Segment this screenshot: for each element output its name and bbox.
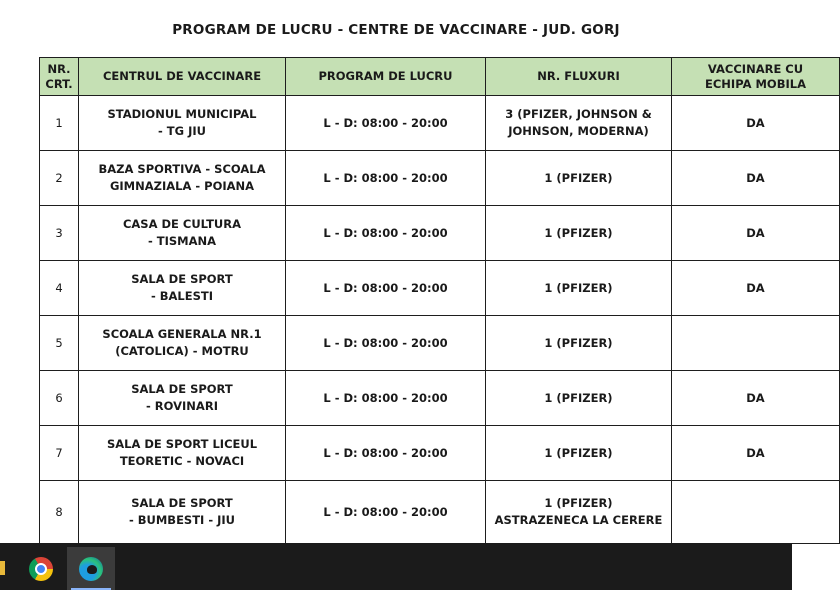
cell-program: L - D: 08:00 - 20:00 [286, 206, 486, 261]
cell-centru: SALA DE SPORT - ROVINARI [79, 371, 286, 426]
cell-program: L - D: 08:00 - 20:00 [286, 151, 486, 206]
vaccination-schedule-table [39, 57, 840, 544]
table-header-row [40, 58, 840, 96]
header-centru: CENTRUL DE VACCINARE [79, 58, 286, 96]
cell-centru: CASA DE CULTURA - TISMANA [79, 206, 286, 261]
header-nr: NR. CRT. [40, 58, 79, 96]
table-row [40, 371, 840, 426]
cell-nr: 7 [40, 426, 79, 481]
cell-program: L - D: 08:00 - 20:00 [286, 371, 486, 426]
cell-fluxuri: 1 (PFIZER) ASTRAZENECA LA CERERE [486, 481, 672, 544]
cell-mobila [672, 481, 840, 544]
cell-mobila: DA [672, 261, 840, 316]
cell-program: L - D: 08:00 - 20:00 [286, 96, 486, 151]
cell-fluxuri: 1 (PFIZER) [486, 426, 672, 481]
cell-program: L - D: 08:00 - 20:00 [286, 481, 486, 544]
cell-fluxuri: 1 (PFIZER) [486, 316, 672, 371]
header-program: PROGRAM DE LUCRU [286, 58, 486, 96]
taskbar [0, 543, 792, 590]
table-row [40, 96, 840, 151]
chrome-icon [29, 557, 53, 581]
cell-fluxuri: 3 (PFIZER, JOHNSON & JOHNSON, MODERNA) [486, 96, 672, 151]
cell-fluxuri: 1 (PFIZER) [486, 371, 672, 426]
header-fluxuri: NR. FLUXURI [486, 58, 672, 96]
table-row [40, 316, 840, 371]
table-row [40, 261, 840, 316]
document-title: PROGRAM DE LUCRU - CENTRE DE VACCINARE - JUD. GORJ [172, 22, 620, 38]
cell-nr: 5 [40, 316, 79, 371]
cell-centru: BAZA SPORTIVA - SCOALA GIMNAZIALA - POIANA [79, 151, 286, 206]
cell-mobila: DA [672, 371, 840, 426]
cell-mobila: DA [672, 206, 840, 261]
cell-fluxuri: 1 (PFIZER) [486, 151, 672, 206]
edge-icon [79, 557, 103, 581]
cell-nr: 8 [40, 481, 79, 544]
cell-program: L - D: 08:00 - 20:00 [286, 261, 486, 316]
table-row [40, 151, 840, 206]
cell-mobila [672, 316, 840, 371]
table-row [40, 426, 840, 481]
taskbar-edge-button[interactable] [67, 547, 115, 590]
taskbar-edge-icon[interactable] [0, 561, 5, 575]
cell-nr: 1 [40, 96, 79, 151]
cell-nr: 4 [40, 261, 79, 316]
cell-centru: SALA DE SPORT - BUMBESTI - JIU [79, 481, 286, 544]
cell-mobila: DA [672, 151, 840, 206]
cell-fluxuri: 1 (PFIZER) [486, 206, 672, 261]
cell-centru: SCOALA GENERALA NR.1 (CATOLICA) - MOTRU [79, 316, 286, 371]
table-row [40, 481, 840, 544]
cell-program: L - D: 08:00 - 20:00 [286, 426, 486, 481]
header-mobila: VACCINARE CU ECHIPA MOBILA [672, 58, 840, 96]
cell-nr: 2 [40, 151, 79, 206]
cell-centru: STADIONUL MUNICIPAL - TG JIU [79, 96, 286, 151]
cell-centru: SALA DE SPORT LICEUL TEORETIC - NOVACI [79, 426, 286, 481]
cell-mobila: DA [672, 426, 840, 481]
taskbar-chrome-button[interactable] [17, 547, 65, 590]
cell-nr: 6 [40, 371, 79, 426]
cell-centru: SALA DE SPORT - BALESTI [79, 261, 286, 316]
cell-program: L - D: 08:00 - 20:00 [286, 316, 486, 371]
cell-mobila: DA [672, 96, 840, 151]
cell-fluxuri: 1 (PFIZER) [486, 261, 672, 316]
cell-nr: 3 [40, 206, 79, 261]
table-row [40, 206, 840, 261]
